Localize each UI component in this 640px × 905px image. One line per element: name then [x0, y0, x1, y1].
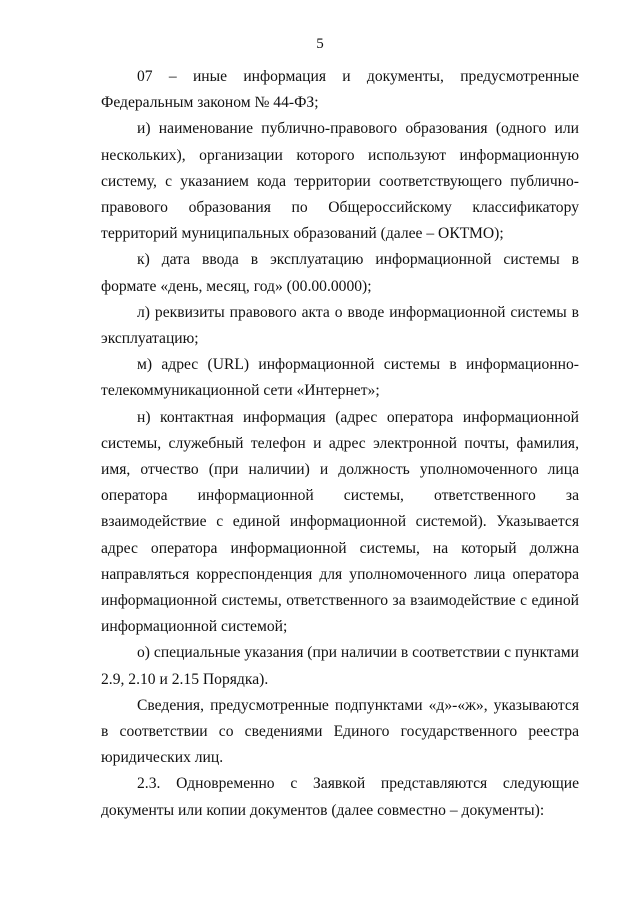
paragraph-egrul-note: Сведения, предусмотренные подпунктами «д»-«ж», указываются в соответствии со сведениями Единого государственного реестра юридических лиц. [101, 696, 579, 767]
paragraph-item-i: и) наименование публично-правового образования (одного или нескольких), организации которого используют информационную систему, с указанием кода территории соответствующего публично-правового образования по Общероссийскому классификатору территорий муниципальных образований (далее – ОКТМО); [101, 120, 579, 243]
paragraph-section-2-3: 2.3. Одновременно с Заявкой представляются следующие документы или копии документов (далее совместно – документы): [101, 775, 579, 819]
paragraph-item-k: к) дата ввода в эксплуатацию информационной системы в формате «день, месяц, год» (00.00.0000); [101, 251, 579, 295]
paragraph-item-n: н) контактная информация (адрес оператора информационной системы, служебный телефон и адрес электронной почты, фамилия, имя, отчество (при наличии) и должность уполномоченного лица оператора информационной системы, ответственного за взаимодействие с единой информационной системой). Указывается адрес оператора информационной системы, на который должна направляться корреспонденция для уполномоченного лица оператора информационной системы, ответственного за взаимодействие с единой информационной системой; [101, 408, 579, 636]
document-body [101, 64, 579, 824]
paragraph-item-l: л) реквизиты правового акта о вводе информационной системы в эксплуатацию; [101, 303, 579, 348]
paragraph-item-m: м) адрес (URL) информационной системы в информационно-телекоммуникационной сети «Интернет»; [101, 356, 579, 400]
paragraph-item-07: 07 – иные информация и документы, предусмотренные Федеральным законом № 44-ФЗ; [101, 68, 579, 112]
page-number: 5 [316, 36, 324, 52]
paragraph-item-o: о) специальные указания (при наличии в соответствии с пунктами 2.9, 2.10 и 2.15 Порядка). [101, 644, 579, 688]
